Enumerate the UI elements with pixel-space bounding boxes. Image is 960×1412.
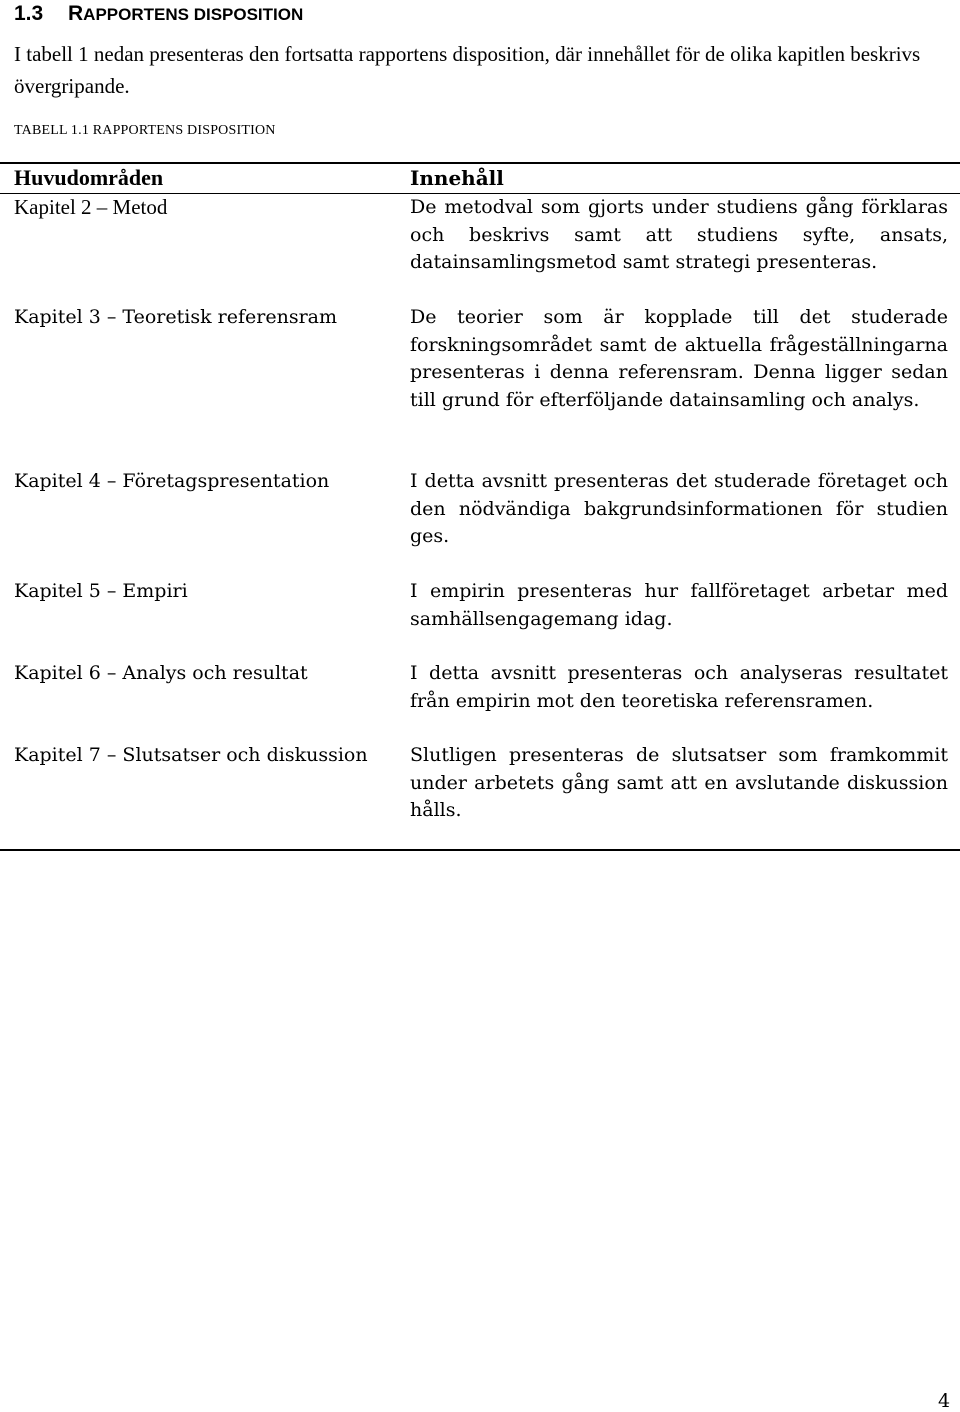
table-row-content: Slutligen presenteras de slutsatser som framkommit under arbetets gång samt att en avslutande diskussion hålls. <box>410 744 948 821</box>
table-row-content: I detta avsnitt presenteras det studerade företaget och den nödvändiga bakgrundsinformationen för studien ges. <box>410 470 948 547</box>
table-row-chapter: Kapitel 5 – Empiri <box>14 580 188 602</box>
table-row-chapter: Kapitel 3 – Teoretisk referensram <box>14 306 337 328</box>
table-header-content: Innehåll <box>410 166 504 190</box>
table-row-chapter: Kapitel 2 – Metod <box>14 195 168 219</box>
table-bottom-rule <box>0 849 960 851</box>
section-number: 1.3 <box>14 2 44 25</box>
table-header-chapters: Huvudområden <box>14 165 164 190</box>
table-row-content: De metodval som gjorts under studiens gång förklaras och beskrivs samt att studiens syfte, ansats, datainsamlingsmetod samt strategi presenteras. <box>410 196 948 273</box>
table-row-content: De teorier som är kopplade till det studerade forskningsområdet samt de aktuella frågeställningarna presenteras i denna referensram. Denna ligger sedan till grund för efterföljande datainsamling och analys. <box>410 306 948 411</box>
table-caption: TABELL 1.1 RAPPORTENS DISPOSITION <box>14 123 276 138</box>
section-title-initial: R <box>68 2 84 25</box>
section-title-rest: APPORTENS DISPOSITION <box>83 5 304 24</box>
table-row-chapter: Kapitel 6 – Analys och resultat <box>14 662 308 684</box>
section-heading <box>14 0 303 29</box>
page-number: 4 <box>938 1390 951 1412</box>
intro-paragraph: I tabell 1 nedan presenteras den fortsatta rapportens disposition, där innehållet för de olika kapitlen beskrivs övergripande. <box>14 42 921 98</box>
table-row-chapter: Kapitel 4 – Företagspresentation <box>14 470 330 492</box>
table-row-content: I detta avsnitt presenteras och analyseras resultatet från empirin mot den teoretiska referensramen. <box>410 662 948 712</box>
table-row-chapter: Kapitel 7 – Slutsatser och diskussion <box>14 744 368 766</box>
table-row-content: I empirin presenteras hur fallföretaget arbetar med samhällsengagemang idag. <box>410 580 948 630</box>
